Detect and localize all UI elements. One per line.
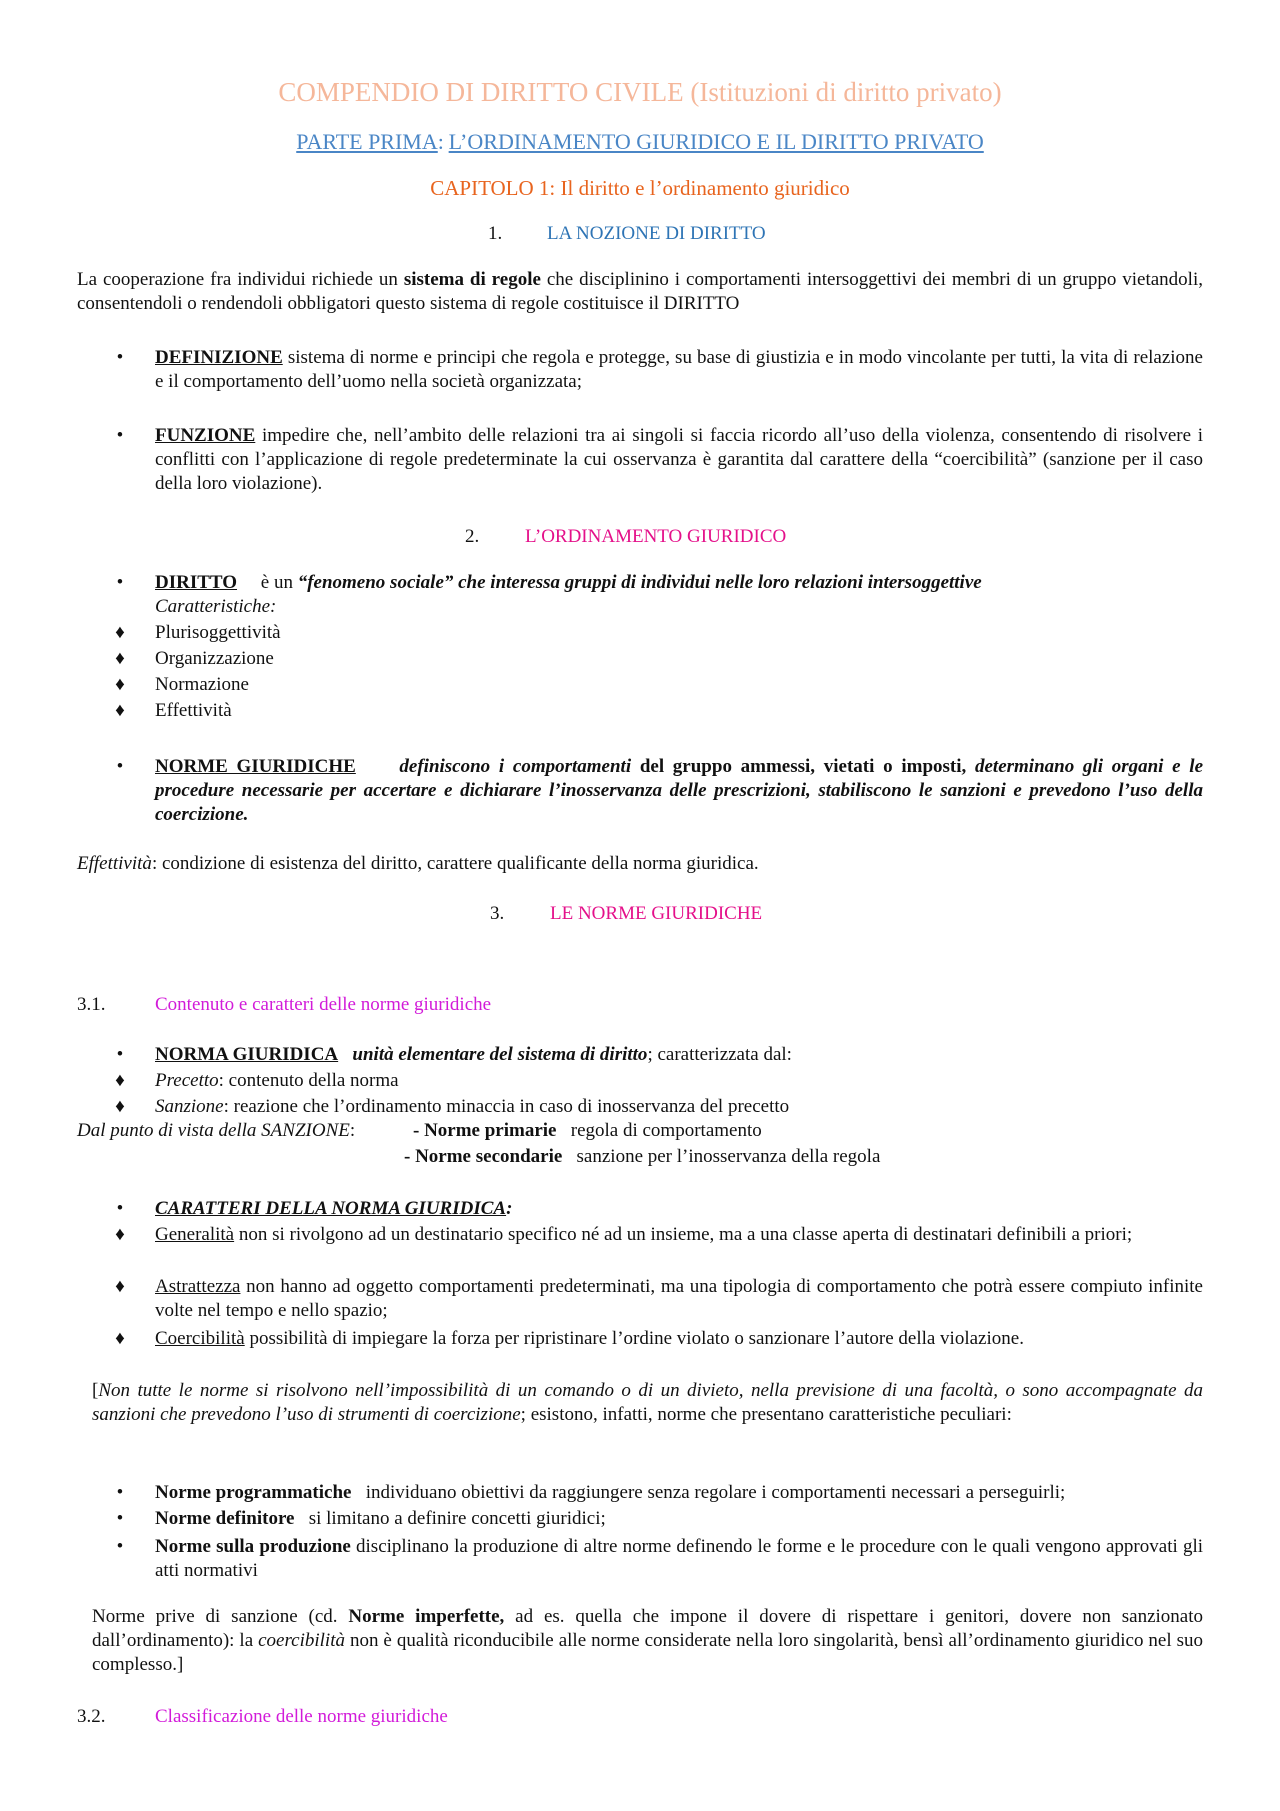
sanzione-item <box>155 1095 789 1119</box>
bullet-icon: • <box>116 1536 124 1557</box>
diamond-icon: ♦ <box>115 1224 125 1245</box>
intro-text-end: che disciplinino i comportamenti intersoggettivi dei membri di un gruppo vietandoli, consentendoli o rendendoli obbligatori questo sistema di regole costituisce il DIRITTO <box>77 269 1203 314</box>
norme-giuridiche-item <box>155 755 1203 827</box>
subsection-title: Classificazione delle norme giuridiche <box>155 1706 448 1727</box>
section-title: LA NOZIONE DI DIRITTO <box>547 223 766 244</box>
ng-text: ; caratterizzata dal: <box>647 1044 792 1065</box>
diamond-icon: ♦ <box>115 648 125 669</box>
caratteri-heading <box>155 1197 512 1221</box>
prive-paragraph <box>92 1605 1203 1677</box>
definizione-text: sistema di norme e principi che regola e protegge, su base di giustizia e in modo vincolante per tutti, la vita di relazione e il comportamento dell’uomo nella società organizzata; <box>155 347 1203 392</box>
list-item: Normazione <box>155 674 249 695</box>
note-text: ; esistono, infatti, norme che presentano caratteristiche peculiari: <box>520 1404 1012 1425</box>
prog-label: Norme programmatiche <box>155 1482 352 1503</box>
caratteri-label: CARATTERI DELLA NORMA GIURIDICA <box>155 1198 507 1219</box>
ng-label: NORMA GIURIDICA <box>155 1044 339 1065</box>
primarie-text: regola di comportamento <box>556 1120 762 1141</box>
diamond-icon: ♦ <box>115 1096 125 1117</box>
document-title: COMPENDIO DI DIRITTO CIVILE (Istituzioni di diritto privato) <box>278 77 1002 107</box>
diritto-pre: è un <box>237 572 298 593</box>
secondarie-text: sanzione per l’inosservanza della regola <box>562 1146 881 1167</box>
caratteristiche-label <box>155 595 276 619</box>
primarie-label: - Norme primarie <box>413 1120 557 1141</box>
subsection-number: 3.2. <box>77 1706 106 1727</box>
prod-label: Norme sulla produzione <box>155 1536 351 1557</box>
intro-paragraph <box>77 268 1203 316</box>
effettivita-text: : condizione di esistenza del diritto, carattere qualificante della norma giuridica. <box>151 853 759 874</box>
parte-sep: : <box>437 129 444 154</box>
note-open: [ <box>92 1380 99 1401</box>
funzione-item <box>155 424 1203 496</box>
prive-a: Norme prive di sanzione (cd. <box>92 1606 349 1627</box>
prive-bold: Norme imperfette, <box>348 1606 505 1627</box>
prive-c: ad es. quella che impone il dovere di rispettare i genitori, dovere non sanzionato dall’ordinamento): la <box>92 1606 1203 1651</box>
defin-text: si limitano a definire concetti giuridici; <box>294 1508 606 1529</box>
bullet-icon: • <box>116 756 124 777</box>
caratteri-colon: : <box>506 1198 513 1219</box>
intro-bold: sistema di regole <box>403 269 541 290</box>
astrattezza-item <box>155 1275 1203 1323</box>
bullet-icon: • <box>116 1508 124 1529</box>
funzione-label: FUNZIONE <box>155 425 256 446</box>
astrattezza-label: Astrattezza <box>155 1276 241 1297</box>
norme-secondarie <box>404 1145 880 1169</box>
subsection-number: 3.1. <box>77 994 106 1015</box>
caratteristiche-text: Caratteristiche: <box>155 596 277 617</box>
pdv-colon: : <box>349 1120 356 1141</box>
norme-italic-c: determinano gli organi e le procedure necessarie per accertare e dichiarare l’inosservanza delle prescrizioni, stabiliscono le sanzioni e prevedono l’uso della coercizione. <box>155 756 1204 825</box>
definizione-label: DEFINIZIONE <box>155 347 283 368</box>
astrattezza-text: non hanno ad oggetto comportamenti predeterminati, ma una tipologia di comportamento che potrà essere compiuto infinite volte nel tempo e nello spazio; <box>155 1276 1203 1321</box>
diamond-icon: ♦ <box>115 622 125 643</box>
capitolo-heading: CAPITOLO 1: Il diritto e l’ordinamento giuridico <box>430 176 850 200</box>
norme-italic-a: definiscono i comportamenti <box>399 756 632 777</box>
sanzione-text: : reazione che l’ordinamento minaccia in caso di inosservanza del precetto <box>223 1096 790 1117</box>
bullet-icon: • <box>116 425 124 446</box>
funzione-text: impedire che, nell’ambito delle relazioni tra ai singoli si faccia ricordo all’uso della violenza, consentendo di risolvere i conflitti con l’applicazione di regole predeterminate la cui osservanza è garantita dal carattere della “coercibilità” (sanzione per il caso della loro violazione). <box>155 425 1203 494</box>
diamond-icon: ♦ <box>115 1328 125 1349</box>
diritto-item <box>155 571 982 595</box>
list-item: Effettività <box>155 700 232 721</box>
subsection-title: Contenuto e caratteri delle norme giuridiche <box>155 994 492 1015</box>
generalita-item <box>155 1223 1203 1247</box>
norma-giuridica-item <box>155 1043 792 1067</box>
diritto-label: DIRITTO <box>155 572 238 593</box>
precetto-item <box>155 1069 399 1093</box>
norme-primarie <box>413 1119 762 1143</box>
diamond-icon: ♦ <box>115 700 125 721</box>
effettivita-label: Effettività <box>77 853 152 874</box>
definizione-item <box>155 346 1203 394</box>
sanzione-label: Sanzione <box>155 1096 224 1117</box>
note-paragraph <box>92 1379 1203 1427</box>
pdv-label <box>77 1119 355 1143</box>
diamond-icon: ♦ <box>115 1276 125 1297</box>
diamond-icon: ♦ <box>115 674 125 695</box>
generalita-text: non si rivolgono ad un destinatario specifico né ad un insieme, ma a una classe aperta di destinatari definibili a priori; <box>234 1224 1133 1245</box>
parte-heading <box>0 128 1280 156</box>
coercibilita-text: possibilità di impiegare la forza per ripristinare l’ordine violato o sanzionare l’autore della violazione. <box>244 1328 1024 1349</box>
programmatiche-item <box>155 1481 1065 1505</box>
prod-text: disciplinano la produzione di altre norme definendo le forme e le procedure con le quali vengono approvati gli atti normativi <box>155 1536 1203 1581</box>
section-number: 1. <box>488 223 503 244</box>
produzione-item <box>155 1535 1203 1583</box>
coercibilita-item <box>155 1327 1024 1351</box>
list-item: Plurisoggettività <box>155 622 281 643</box>
bullet-icon: • <box>116 347 124 368</box>
parte-label: PARTE PRIMA <box>296 129 438 154</box>
coercibilita-label: Coercibilità <box>155 1328 245 1349</box>
ng-italic: unità elementare del sistema di diritto <box>352 1044 648 1065</box>
note-italic: Non tutte le norme si risolvono nell’impossibilità di un comando o di un divieto, nella previsione di una facoltà, o sono accompagnate da sanzioni che prevedono l’uso di strumenti di coercizione <box>92 1380 1203 1425</box>
bullet-icon: • <box>116 1198 124 1219</box>
norme-bold-b: del gruppo ammessi, vietati o imposti, <box>631 756 975 777</box>
intro-text: La cooperazione fra individui richiede un <box>77 269 404 290</box>
defin-label: Norme definitore <box>155 1508 295 1529</box>
norme-label: NORME GIURIDICHE <box>155 756 356 777</box>
definitore-item <box>155 1507 606 1531</box>
diritto-text: “fenomeno sociale” che interessa gruppi di individui nelle loro relazioni intersoggettive <box>297 572 982 593</box>
secondarie-label: - Norme secondarie <box>404 1146 563 1167</box>
bullet-icon: • <box>116 1482 124 1503</box>
section-title: LE NORME GIURIDICHE <box>550 903 763 924</box>
list-item: Organizzazione <box>155 648 274 669</box>
bullet-icon: • <box>116 572 124 593</box>
section-title: L’ORDINAMENTO GIURIDICO <box>525 526 787 547</box>
precetto-text: : contenuto della norma <box>218 1070 399 1091</box>
bullet-icon: • <box>116 1044 124 1065</box>
section-number: 3. <box>490 903 505 924</box>
diamond-icon: ♦ <box>115 1070 125 1091</box>
prive-italic: coercibilità <box>258 1630 345 1651</box>
parte-title: L’ORDINAMENTO GIURIDICO E IL DIRITTO PRIVATO <box>448 129 984 154</box>
section-number: 2. <box>465 526 480 547</box>
prive-e: non è qualità riconducibile alle norme considerate nella loro singolarità, bensì all’ordinamento giuridico nel suo complesso.] <box>92 1630 1203 1675</box>
prog-text: individuano obiettivi da raggiungere senza regolare i comportamenti necessari a perseguirli; <box>351 1482 1066 1503</box>
pdv-italic: Dal punto di vista della SANZIONE <box>77 1120 350 1141</box>
generalita-label: Generalità <box>155 1224 235 1245</box>
effettivita-note <box>77 852 759 876</box>
precetto-label: Precetto <box>155 1070 219 1091</box>
